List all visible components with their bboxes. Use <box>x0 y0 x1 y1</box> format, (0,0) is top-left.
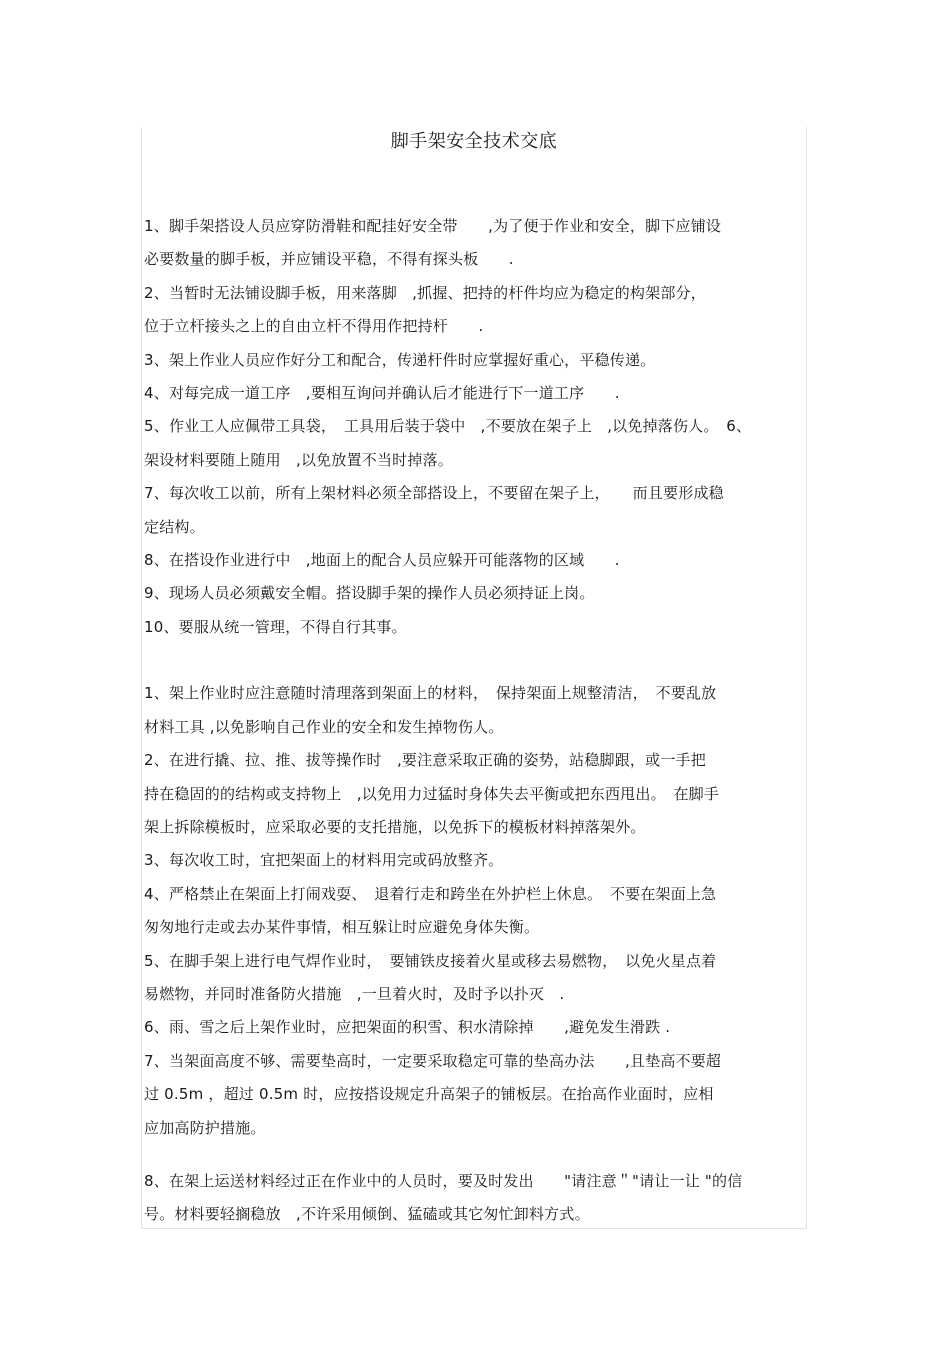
section-1-line: 位于立杆接头之上的自由立杆不得用作把持杆 . <box>144 317 484 336</box>
section-2-line: 过 0.5m ，超过 0.5m 时，应按搭设规定升高架子的铺板层。在抬高作业面时，应相 <box>144 1085 714 1104</box>
section-2-line: 2、在进行撬、拉、推、拔等操作时 ,要注意采取正确的姿势，站稳脚跟，或一手把 <box>144 751 706 770</box>
section-1-line: 3、架上作业人员应作好分工和配合，传递杆件时应掌握好重心，平稳传递。 <box>144 350 656 369</box>
section-1-line: 9、现场人员必须戴安全帽。搭设脚手架的操作人员必须持证上岗。 <box>144 584 595 603</box>
section-3-line: 8、在架上运送材料经过正在作业中的人员时，要及时发出 "请注意＂"请让一让 "的信 <box>144 1171 743 1190</box>
section-2-line: 材料工具 ,以免影响自己作业的安全和发生掉物伤人。 <box>144 717 504 736</box>
section-1-line: 7、每次收工以前，所有上架材料必须全部搭设上，不要留在架子上， 而且要形成稳 <box>144 484 724 503</box>
section-1-line: 定结构。 <box>144 517 205 536</box>
section-spacer <box>144 1145 807 1165</box>
section-2-line: 持在稳固的的结构或支持物上 ,以免用力过猛时身体失去平衡或把东西甩出。 在脚手 <box>144 784 720 803</box>
section-3-line: 号。材料要轻搁稳放 ,不许采用倾倒、猛磕或其它匆忙卸料方式。 <box>144 1205 590 1224</box>
section-2-line: 匆匆地行走或去办某件事情，相互躲让时应避免身体失衡。 <box>144 918 540 937</box>
section-3 <box>144 1165 807 1232</box>
section-1-line: 8、在搭设作业进行中 ,地面上的配合人员应躲开可能落物的区域 . <box>144 551 620 570</box>
section-2-line: 1、架上作业时应注意随时清理落到架面上的材料， 保持架面上规整清洁， 不要乱放 <box>144 684 717 703</box>
section-1-line: 架设材料要随上随用 ,以免放置不当时掉落。 <box>144 450 453 469</box>
section-1-line: 5、作业工人应佩带工具袋， 工具用后装于袋中 ,不要放在架子上 ,以免掉落伤人。 6、 <box>144 417 752 436</box>
section-2-line: 架上拆除模板时，应采取必要的支托措施，以免拆下的模板材料掉落架外。 <box>144 817 646 836</box>
section-2-line: 应加高防护措施。 <box>144 1118 266 1137</box>
section-2-line: 易燃物，并同时准备防火措施 ,一旦着火时，及时予以扑灭 . <box>144 984 565 1003</box>
section-2-line: 3、每次收工时，宜把架面上的材料用完或码放整齐。 <box>144 851 504 870</box>
document-body <box>144 210 807 1232</box>
section-1 <box>144 210 807 644</box>
section-2-line: 7、当架面高度不够、需要垫高时，一定要采取稳定可靠的垫高办法 ,且垫高不要超 <box>144 1051 722 1070</box>
section-spacer <box>144 644 807 677</box>
section-1-line: 必要数量的脚手板，并应铺设平稳，不得有探头板 . <box>144 250 514 269</box>
document-title: 脚手架安全技术交底 <box>390 131 558 152</box>
section-2-line: 5、在脚手架上进行电气焊作业时， 要铺铁皮接着火星或移去易燃物， 以免火星点着 <box>144 951 717 970</box>
section-2 <box>144 677 807 1145</box>
section-2-line: 6、雨、雪之后上架作业时，应把架面的积雪、积水清除掉 ,避免发生滑跌 . <box>144 1018 671 1037</box>
section-1-line: 4、对每完成一道工序 ,要相互询问并确认后才能进行下一道工序 . <box>144 384 620 403</box>
section-1-line: 1、脚手架搭设人员应穿防滑鞋和配挂好安全带 ,为了便于作业和安全，脚下应铺设 <box>144 217 722 235</box>
section-2-line: 4、严格禁止在架面上打闹戏耍、 退着行走和跨坐在外护栏上休息。 不要在架面上急 <box>144 884 717 903</box>
section-1-line: 10、要服从统一管理，不得自行其事。 <box>144 617 407 636</box>
section-1-line: 2、当暂时无法铺设脚手板，用来落脚 ,抓握、把持的杆件均应为稳定的构架部分， <box>144 283 706 302</box>
